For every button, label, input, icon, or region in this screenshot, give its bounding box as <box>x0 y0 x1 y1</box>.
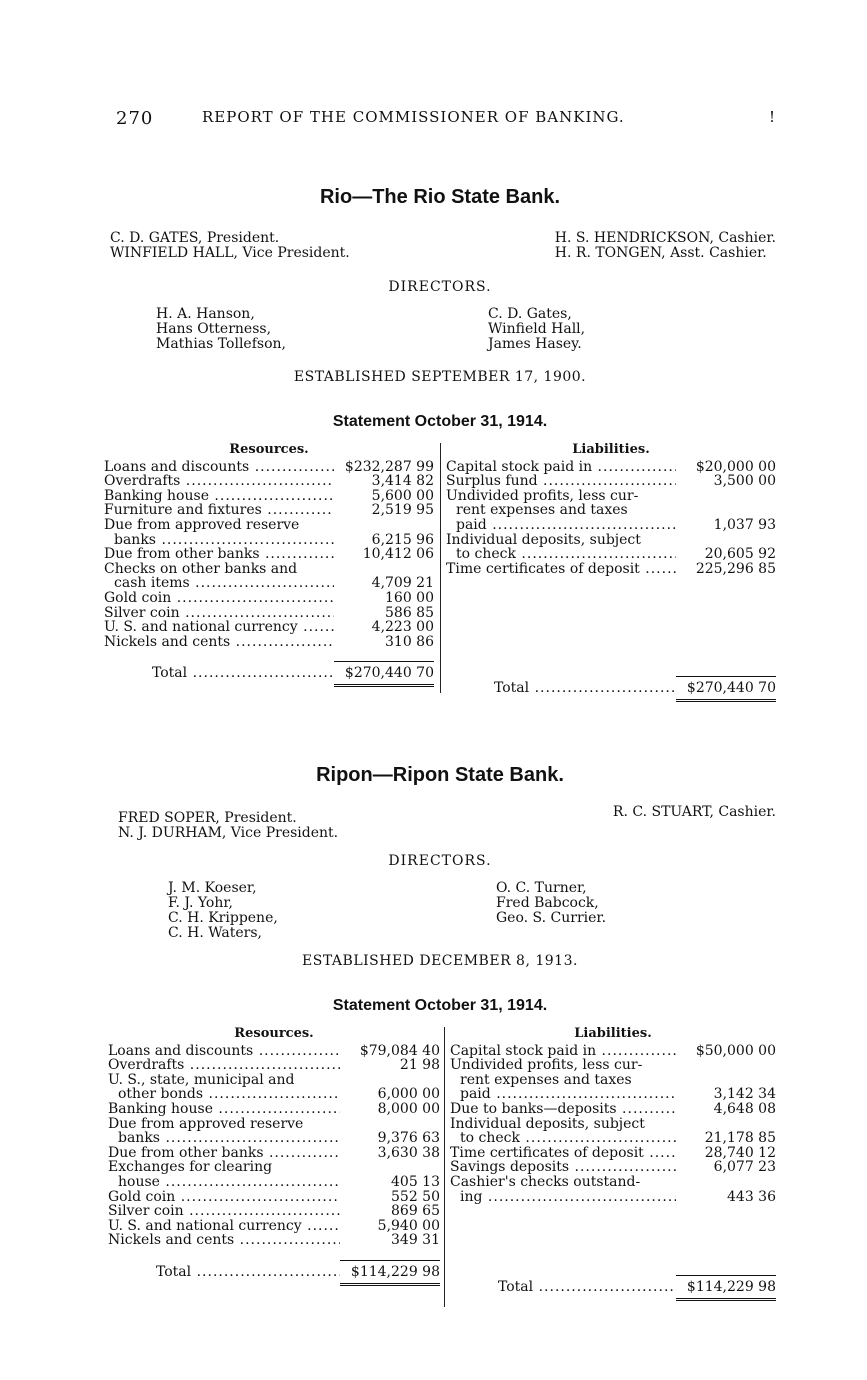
line-item-label: cash items ..... <box>104 576 334 591</box>
line-item-label: paid ..... <box>450 1087 676 1102</box>
line-item-label: Undivided profits, less cur- <box>446 488 639 504</box>
line-item-label: Time certificates of deposit ..... <box>450 1146 676 1161</box>
line-item-label: U. S., state, municipal and <box>108 1072 295 1088</box>
line-item <box>108 1175 440 1190</box>
line-item-amount: 9,376 63 <box>377 1130 440 1147</box>
officers-right <box>555 231 776 261</box>
column-divider <box>444 1027 445 1307</box>
margin-mark: ! <box>768 108 776 126</box>
line-item-label: Furniture and fixtures ..... <box>104 503 334 518</box>
line-item-label: Nickels and cents ..... <box>104 635 334 650</box>
directors <box>104 881 776 943</box>
officers-right <box>613 805 776 820</box>
line-item-label: Individual deposits, subject <box>446 532 641 548</box>
line-item-label: banks ..... <box>104 533 334 548</box>
line-item-label: Loans and discounts ..... <box>108 1044 340 1059</box>
line-item <box>104 474 434 489</box>
line-item-amount: $232,287 99 <box>344 458 434 475</box>
line-item-amount: 3,142 34 <box>713 1086 776 1103</box>
line-item-label: to check ..... <box>450 1131 676 1146</box>
line-item <box>108 1058 440 1073</box>
line-item-label: Due from approved reserve <box>104 517 300 533</box>
line-item <box>108 1087 440 1102</box>
total-amount: $270,440 70 <box>334 661 434 681</box>
line-item-label: banks ..... <box>108 1131 340 1146</box>
director: Fred Babcock, <box>496 895 599 911</box>
line-item <box>446 474 776 489</box>
line-item-label: Time certificates of deposit ..... <box>446 562 676 577</box>
line-item-amount: 4,223 00 <box>371 619 434 636</box>
line-item-label: Surplus fund ..... <box>446 474 676 489</box>
line-item-amount: 2,519 95 <box>371 502 434 519</box>
line-item <box>108 1102 440 1117</box>
line-item <box>450 1044 776 1059</box>
line-item-label: Capital stock paid in ..... <box>450 1044 676 1059</box>
established-date: ESTABLISHED DECEMBER 8, 1913. <box>302 953 578 969</box>
line-item <box>450 1146 776 1161</box>
bank-section-ripon <box>104 764 776 1317</box>
line-item <box>450 1073 776 1088</box>
director: Mathias Tollefson, <box>156 336 286 352</box>
line-item-label: Due from approved reserve <box>108 1116 304 1132</box>
director: H. A. Hanson, <box>156 306 255 322</box>
line-item <box>104 518 434 533</box>
line-item <box>446 460 776 475</box>
line-item <box>104 620 434 635</box>
liabilities-heading: Liabilities. <box>574 1026 652 1041</box>
line-item-label: rent expenses and taxes <box>460 1072 632 1088</box>
director: James Hasey. <box>488 336 582 352</box>
line-item-amount: 10,412 06 <box>362 546 434 563</box>
line-item <box>108 1117 440 1132</box>
line-item <box>108 1131 440 1146</box>
line-item <box>446 518 776 533</box>
line-item <box>104 460 434 475</box>
line-item-amount: $79,084 40 <box>359 1042 440 1059</box>
line-item-amount: 28,740 12 <box>704 1144 776 1161</box>
directors-heading: DIRECTORS. <box>388 279 492 295</box>
bank-title: Rio—The Rio State Bank. <box>319 186 561 208</box>
line-item <box>104 576 434 591</box>
statement-table <box>104 443 776 703</box>
line-item-amount: 225,296 85 <box>695 560 776 577</box>
directors-left <box>168 881 278 941</box>
officer: N. J. DURHAM, Vice President. <box>118 825 339 841</box>
line-item-amount: 21 98 <box>399 1057 440 1074</box>
line-item <box>450 1175 776 1190</box>
line-item-label: U. S. and national currency ..... <box>108 1219 340 1234</box>
line-item-label: U. S. and national currency ..... <box>104 620 334 635</box>
line-item-label: Gold coin ..... <box>104 591 334 606</box>
column-divider <box>440 443 441 693</box>
line-item <box>450 1160 776 1175</box>
line-item-label: house ..... <box>108 1175 340 1190</box>
line-item-amount: 552 50 <box>391 1188 440 1205</box>
total-label: Total ..... <box>108 1265 340 1280</box>
director: J. M. Koeser, <box>168 880 257 896</box>
total-amount: $114,229 98 <box>676 1275 776 1295</box>
directors-right <box>488 307 585 352</box>
line-item <box>108 1204 440 1219</box>
line-item-label: Silver coin ..... <box>104 606 334 621</box>
statement-heading: Statement October 31, 1914. <box>332 997 548 1014</box>
line-item-label: Gold coin ..... <box>108 1190 340 1205</box>
resources-column <box>108 1027 440 1280</box>
line-item-amount: 21,178 85 <box>704 1130 776 1147</box>
line-item <box>104 562 434 577</box>
line-item <box>446 547 776 562</box>
director: C. D. Gates, <box>488 306 572 322</box>
line-item-amount: 349 31 <box>391 1232 440 1249</box>
line-item-amount: 4,648 08 <box>713 1100 776 1117</box>
line-item-amount: 6,215 96 <box>371 531 434 548</box>
directors-left <box>156 307 286 352</box>
total-amount: $114,229 98 <box>340 1260 440 1280</box>
director: C. H. Krippene, <box>168 910 278 926</box>
total-row <box>104 661 434 681</box>
line-item <box>108 1073 440 1088</box>
line-item <box>446 489 776 504</box>
directors-heading: DIRECTORS. <box>388 853 492 869</box>
director: Geo. S. Currier. <box>496 910 607 926</box>
line-item-label: Loans and discounts ..... <box>104 460 334 475</box>
line-item-label: Overdrafts ..... <box>104 474 334 489</box>
director: C. H. Waters, <box>168 925 262 941</box>
liabilities-heading: Liabilities. <box>572 442 650 457</box>
line-item-amount: 586 85 <box>385 604 434 621</box>
line-item-amount: 443 36 <box>727 1188 776 1205</box>
line-item <box>104 533 434 548</box>
line-item-label: Cashier's checks outstand- <box>450 1174 641 1190</box>
resources-column <box>104 443 434 681</box>
total-label: Total ..... <box>104 666 334 681</box>
line-item-amount: $20,000 00 <box>695 458 776 475</box>
line-item <box>450 1102 776 1117</box>
total-row <box>450 1275 776 1295</box>
line-item-label: ing ..... <box>450 1190 676 1205</box>
statement-table <box>104 1027 776 1317</box>
total-amount: $270,440 70 <box>676 676 776 696</box>
line-item-label: Undivided profits, less cur- <box>450 1058 643 1073</box>
liabilities-column <box>450 1027 776 1295</box>
bank-section-rio <box>104 186 776 703</box>
directors <box>104 307 776 359</box>
line-item <box>108 1160 440 1175</box>
line-item <box>446 503 776 518</box>
director: Hans Otterness, <box>156 321 272 337</box>
line-item-amount: 6,000 00 <box>377 1086 440 1103</box>
line-item <box>450 1117 776 1132</box>
total-row <box>446 676 776 696</box>
line-item-label: Banking house ..... <box>104 489 334 504</box>
director: Winfield Hall, <box>488 321 586 337</box>
line-item <box>104 591 434 606</box>
line-item-label: Savings deposits ..... <box>450 1160 676 1175</box>
line-item <box>446 562 776 577</box>
director: F. J. Yohr, <box>168 895 233 911</box>
line-item-label: Due to banks—deposits ..... <box>450 1102 676 1117</box>
officer: H. S. HENDRICKSON, Cashier. <box>554 230 776 246</box>
line-item-label: Checks on other banks and <box>104 561 298 577</box>
line-item <box>104 606 434 621</box>
line-item-label: paid ..... <box>446 518 676 533</box>
resources-heading: Resources. <box>234 1026 314 1041</box>
resources-heading: Resources. <box>229 442 309 457</box>
officer: H. R. TONGEN, Asst. Cashier. <box>554 245 767 261</box>
line-item-label: Overdrafts ..... <box>108 1058 340 1073</box>
director: O. C. Turner, <box>496 880 587 896</box>
line-item-amount: 869 65 <box>391 1203 440 1220</box>
line-item <box>450 1131 776 1146</box>
line-item-amount: 405 13 <box>391 1173 440 1190</box>
line-item <box>104 489 434 504</box>
line-item-amount: 20,605 92 <box>704 546 776 563</box>
line-item <box>450 1190 776 1205</box>
total-label: Total ..... <box>450 1280 676 1295</box>
line-item <box>104 547 434 562</box>
liabilities-column <box>446 443 776 696</box>
line-item <box>104 503 434 518</box>
line-item-label: Due from other banks ..... <box>104 547 334 562</box>
line-item <box>450 1087 776 1102</box>
line-item-label: Nickels and cents ..... <box>108 1233 340 1248</box>
line-item <box>108 1146 440 1161</box>
statement-heading: Statement October 31, 1914. <box>332 413 548 430</box>
line-item-label: Capital stock paid in ..... <box>446 460 676 475</box>
line-item-amount: $50,000 00 <box>695 1042 776 1059</box>
line-item-amount: 3,500 00 <box>713 473 776 490</box>
line-item-amount: 5,940 00 <box>377 1217 440 1234</box>
officer: WINFIELD HALL, Vice President. <box>110 245 350 261</box>
established-date: ESTABLISHED SEPTEMBER 17, 1900. <box>293 369 587 385</box>
officer: R. C. STUART, Cashier. <box>612 804 776 820</box>
line-item-amount: 1,037 93 <box>713 516 776 533</box>
directors-right <box>496 881 606 926</box>
officers-left <box>118 811 338 841</box>
line-item-label: Banking house ..... <box>108 1102 340 1117</box>
page-number: 270 <box>116 108 154 129</box>
line-item <box>104 635 434 650</box>
bank-title: Ripon—Ripon State Bank. <box>316 764 564 786</box>
line-item-amount: 4,709 21 <box>371 575 434 592</box>
line-item <box>108 1233 440 1248</box>
line-item-label: Due from other banks ..... <box>108 1146 340 1161</box>
total-label: Total ..... <box>446 681 676 696</box>
officers-left <box>110 231 350 261</box>
line-item-label: Individual deposits, subject <box>450 1116 645 1132</box>
running-title: REPORT OF THE COMMISSIONER OF BANKING. <box>202 108 625 126</box>
line-item-label: to check ..... <box>446 547 676 562</box>
total-row <box>108 1260 440 1280</box>
line-item-amount: 8,000 00 <box>377 1100 440 1117</box>
line-item-label: Exchanges for clearing <box>108 1160 273 1175</box>
line-item <box>108 1219 440 1234</box>
officer: C. D. GATES, President. <box>110 230 280 246</box>
line-item-amount: 3,414 82 <box>371 473 434 490</box>
line-item-amount: 6,077 23 <box>713 1159 776 1176</box>
line-item-label: other bonds ..... <box>108 1087 340 1102</box>
line-item <box>108 1190 440 1205</box>
line-item-label: Silver coin ..... <box>108 1204 340 1219</box>
line-item <box>108 1044 440 1059</box>
line-item-label: rent expenses and taxes <box>456 503 628 518</box>
line-item <box>446 533 776 548</box>
line-item-amount: 3,630 38 <box>377 1144 440 1161</box>
officer: FRED SOPER, President. <box>118 810 297 826</box>
line-item-amount: 160 00 <box>385 589 434 606</box>
line-item-amount: 5,600 00 <box>371 487 434 504</box>
line-item <box>450 1058 776 1073</box>
officers <box>104 805 776 839</box>
line-item-amount: 310 86 <box>385 633 434 650</box>
officers <box>104 231 776 265</box>
